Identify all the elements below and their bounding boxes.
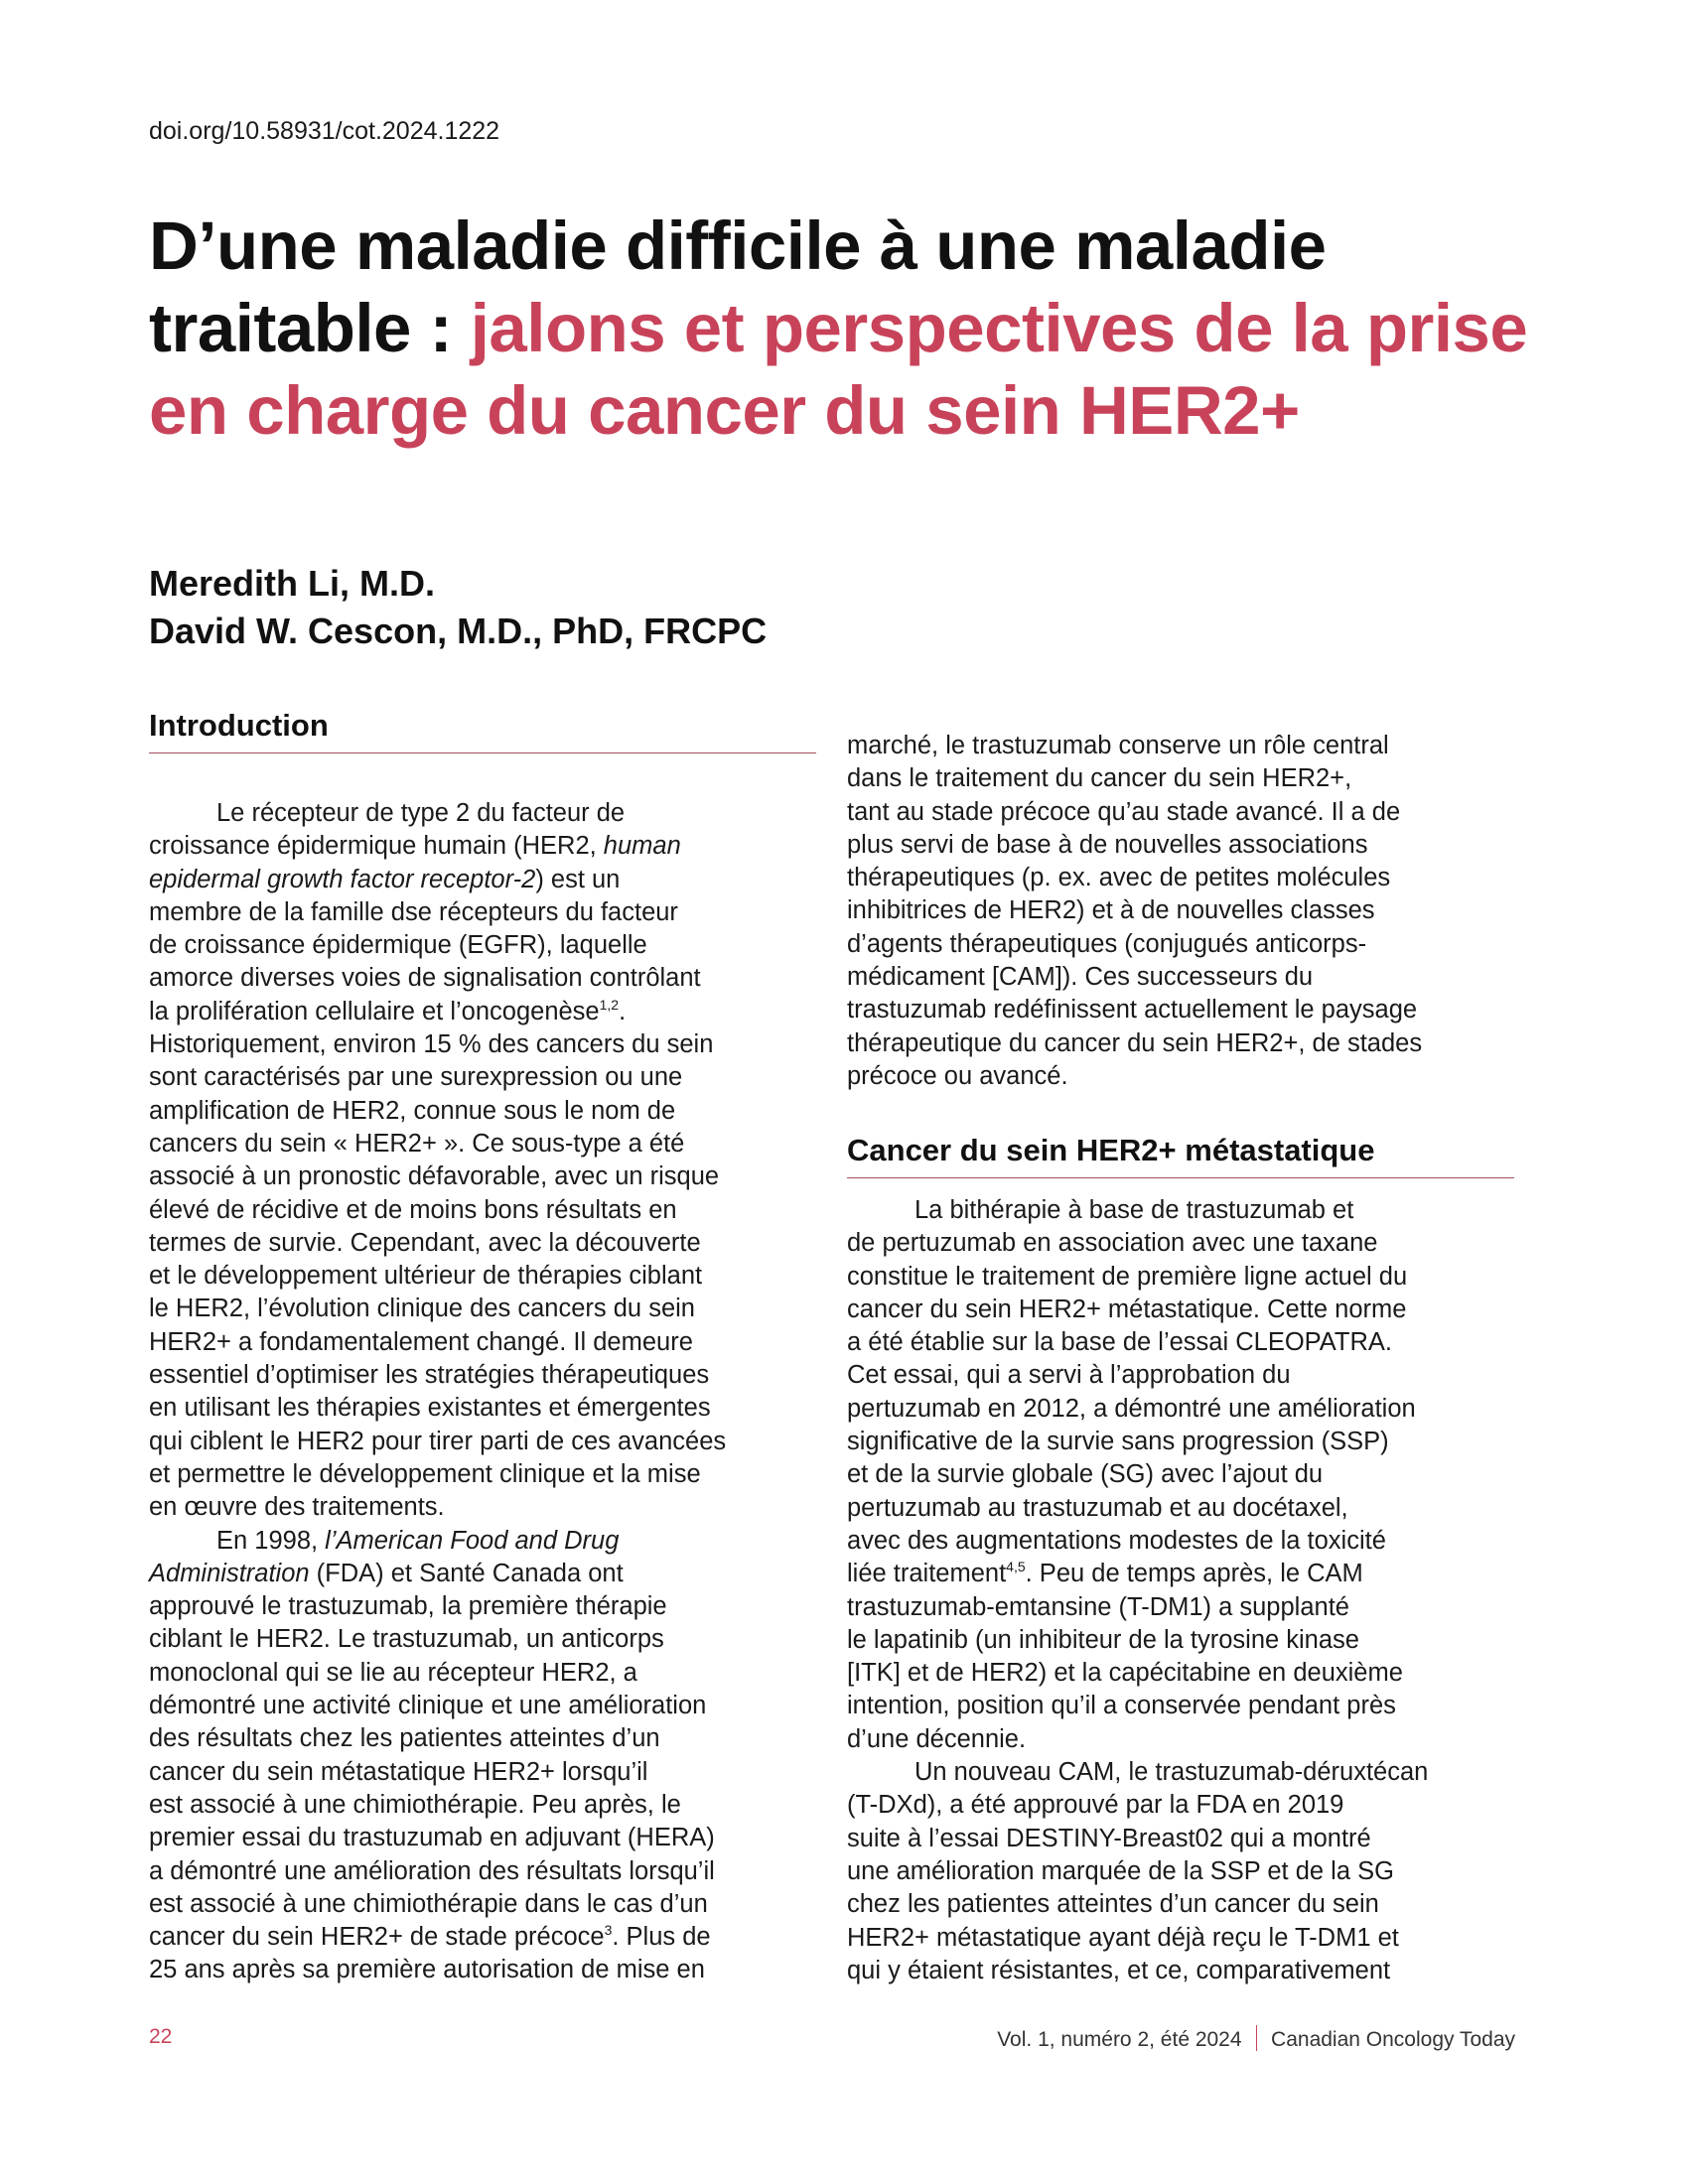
text-run: liée traitement (847, 1560, 1007, 1588)
text-line: une amélioration marquée de la SSP et de la SG (847, 1856, 1394, 1885)
citation-superscript[interactable]: 1,2 (599, 996, 620, 1013)
text-line: chez les patientes atteintes d’un cancer du sein (847, 1890, 1379, 1919)
text-line: La bithérapie à base de trastuzumab et (914, 1196, 1354, 1224)
author-list (149, 560, 767, 655)
text-line (149, 864, 816, 896)
citation-superscript[interactable]: 4,5 (1006, 1559, 1026, 1575)
text-line: inhibitrices de HER2) et à de nouvelles classes (847, 896, 1375, 925)
text-line: membre de la famille dse récepteurs du facteur (149, 897, 678, 926)
text-line: approuvé le trastuzumab, la première thérapie (149, 1592, 667, 1621)
text-line: termes de survie. Cependant, avec la découverte (149, 1228, 701, 1257)
article-title (149, 205, 1539, 452)
text-line: amplification de HER2, connue sous le nom de (149, 1096, 676, 1125)
text-line: est associé à une chimiothérapie. Peu après, le (149, 1790, 681, 1819)
section-heading-metastatic: Cancer du sein HER2+ métastatique (847, 1132, 1514, 1178)
text-line: HER2+ métastatique ayant déjà reçu le T-DM1 et (847, 1923, 1399, 1952)
citation-superscript[interactable]: 3 (604, 1922, 613, 1939)
text-line: de pertuzumab en association avec une taxane (847, 1229, 1378, 1258)
text-line: sont caractérisés par une surexpression ou une (149, 1063, 683, 1092)
text-line: constitue le traitement de première ligne actuel du (847, 1262, 1408, 1291)
text-line: qui ciblent le HER2 pour tirer parti de ces avancées (149, 1427, 727, 1455)
text-line: Le récepteur de type 2 du facteur de (216, 799, 626, 827)
text-line: cancers du sein « HER2+ ». Ce sous-type a été (149, 1129, 685, 1158)
text-line: avec des augmentations modestes de la toxicité (847, 1526, 1386, 1555)
text-line: trastuzumab-emtansine (T-DM1) a supplanté (847, 1592, 1349, 1621)
text-line: le lapatinib (un inhibiteur de la tyrosine kinase (847, 1625, 1359, 1654)
text-run: croissance épidermique humain (HER2, (149, 832, 604, 861)
page-number: 22 (149, 2025, 173, 2048)
text-line: qui y étaient résistantes, et ce, comparativement (847, 1956, 1391, 1984)
text-line: pertuzumab en 2012, a démontré une amélioration (847, 1394, 1416, 1423)
text-line (149, 1525, 816, 1558)
issue-info: Vol. 1, numéro 2, été 2024 (997, 2028, 1242, 2051)
introduction-body-right (847, 730, 1514, 1093)
text-line: élevé de récidive et de moins bons résultats en (149, 1195, 677, 1224)
metastatic-body (847, 1194, 1514, 1987)
text-line: thérapeutiques (p. ex. avec de petites molécules (847, 864, 1391, 892)
text-run: la prolifération cellulaire et l’oncogenèse (149, 997, 600, 1025)
text-line: des résultats chez les patientes atteintes d’un (149, 1724, 660, 1753)
text-line (149, 996, 816, 1028)
text-line: Historiquement, environ 15 % des cancers du sein (149, 1030, 714, 1059)
introduction-body-left (149, 797, 816, 1987)
text-line: de croissance épidermique (EGFR), laquelle (149, 931, 647, 960)
text-line: dans le traitement du cancer du sein HER2+, (847, 764, 1352, 793)
footer-divider (1256, 2025, 1258, 2051)
text-run: cancer du sein HER2+ de stade précoce (149, 1923, 605, 1952)
section-heading-introduction: Introduction (149, 707, 816, 753)
text-line (149, 1921, 816, 1954)
text-run-italic: Administration (149, 1559, 310, 1587)
text-line: marché, le trastuzumab conserve un rôle central (847, 732, 1389, 759)
author-name: Meredith Li, M.D. (149, 563, 435, 604)
text-line: d’une décennie. (847, 1724, 1027, 1753)
text-line: HER2+ a fondamentalement changé. Il demeure (149, 1327, 693, 1356)
text-line: Cet essai, qui a servi à l’approbation du (847, 1361, 1291, 1390)
text-line: 25 ans après sa première autorisation de mise en (149, 1956, 705, 1984)
text-run: . (619, 997, 627, 1025)
text-line: médicament [CAM]). Ces successeurs du (847, 963, 1314, 992)
text-line: suite à l’essai DESTINY-Breast02 qui a montré (847, 1824, 1371, 1852)
text-line: trastuzumab redéfinissent actuellement le paysage (847, 996, 1418, 1024)
text-line: tant au stade précoce qu’au stade avancé. Il a de (847, 797, 1401, 826)
text-line: intention, position qu’il a conservée pendant près (847, 1692, 1396, 1720)
text-line (847, 1558, 1514, 1590)
text-line: associé à un pronostic défavorable, avec un risque (149, 1162, 720, 1191)
text-line: premier essai du trastuzumab en adjuvant (HERA) (149, 1824, 715, 1852)
text-line: et le développement ultérieur de thérapies ciblant (149, 1262, 703, 1291)
text-line: significative de la survie sans progression (SSP) (847, 1428, 1389, 1456)
text-line: est associé à une chimiothérapie dans le cas d’un (149, 1889, 708, 1918)
text-line: et permettre le développement clinique et la mise (149, 1459, 701, 1488)
text-line: cancer du sein métastatique HER2+ lorsqu’il (149, 1757, 648, 1786)
text-line: le HER2, l’évolution clinique des cancers du sein (149, 1295, 695, 1323)
journal-info (997, 2025, 1515, 2052)
text-line: a été établie sur la base de l’essai CLEOPATRA. (847, 1328, 1392, 1357)
text-line: amorce diverses voies de signalisation contrôlant (149, 964, 701, 993)
doi-link[interactable]: doi.org/10.58931/cot.2024.1222 (149, 117, 500, 145)
journal-name: Canadian Oncology Today (1271, 2028, 1515, 2051)
text-line: en utilisant les thérapies existantes et émergentes (149, 1394, 711, 1423)
text-run: . Peu de temps après, le CAM (1025, 1560, 1363, 1588)
title-main: D’une maladie difficile à une maladie traitable : (149, 207, 1327, 366)
text-line (149, 1558, 816, 1590)
text-line: (T-DXd), a été approuvé par la FDA en 2019 (847, 1791, 1344, 1820)
text-run-italic: human (603, 832, 681, 861)
text-line: en œuvre des traitements. (149, 1493, 445, 1522)
text-line (149, 830, 816, 863)
title-accent: jalons et perspectives de la prise en charge du cancer du sein HER2+ (149, 290, 1528, 449)
text-line: thérapeutique du cancer du sein HER2+, de stades (847, 1028, 1423, 1057)
text-line: d’agents thérapeutiques (conjugués anticorps- (847, 929, 1367, 958)
author-name: David W. Cescon, M.D., PhD, FRCPC (149, 611, 768, 651)
text-run: En 1998, (216, 1526, 326, 1555)
text-line: [ITK] et de HER2) et la capécitabine en deuxième (847, 1659, 1403, 1688)
text-run-italic: epidermal growth factor receptor-2 (149, 865, 536, 893)
text-run: ) est un (535, 865, 621, 893)
text-line: Un nouveau CAM, le trastuzumab-déruxtécan (914, 1758, 1429, 1787)
text-line: et de la survie globale (SG) avec l’ajout du (847, 1460, 1324, 1489)
text-line: démontré une activité clinique et une amélioration (149, 1692, 707, 1720)
text-run-italic: l’American Food and Drug (325, 1526, 620, 1555)
text-run: (FDA) et Santé Canada ont (309, 1559, 624, 1587)
text-line: a démontré une amélioration des résultats lorsqu’il (149, 1856, 715, 1885)
text-line: précoce ou avancé. (847, 1061, 1068, 1090)
text-line: essentiel d’optimiser les stratégies thérapeutiques (149, 1361, 710, 1390)
text-run: . Plus de (612, 1923, 711, 1952)
text-line: monoclonal qui se lie au récepteur HER2, a (149, 1658, 637, 1687)
text-line: pertuzumab au trastuzumab et au docétaxel, (847, 1493, 1348, 1522)
text-line: cancer du sein HER2+ métastatique. Cette norme (847, 1295, 1407, 1323)
text-line: ciblant le HER2. Le trastuzumab, un anticorps (149, 1625, 664, 1654)
text-line: plus servi de base à de nouvelles associations (847, 830, 1368, 859)
